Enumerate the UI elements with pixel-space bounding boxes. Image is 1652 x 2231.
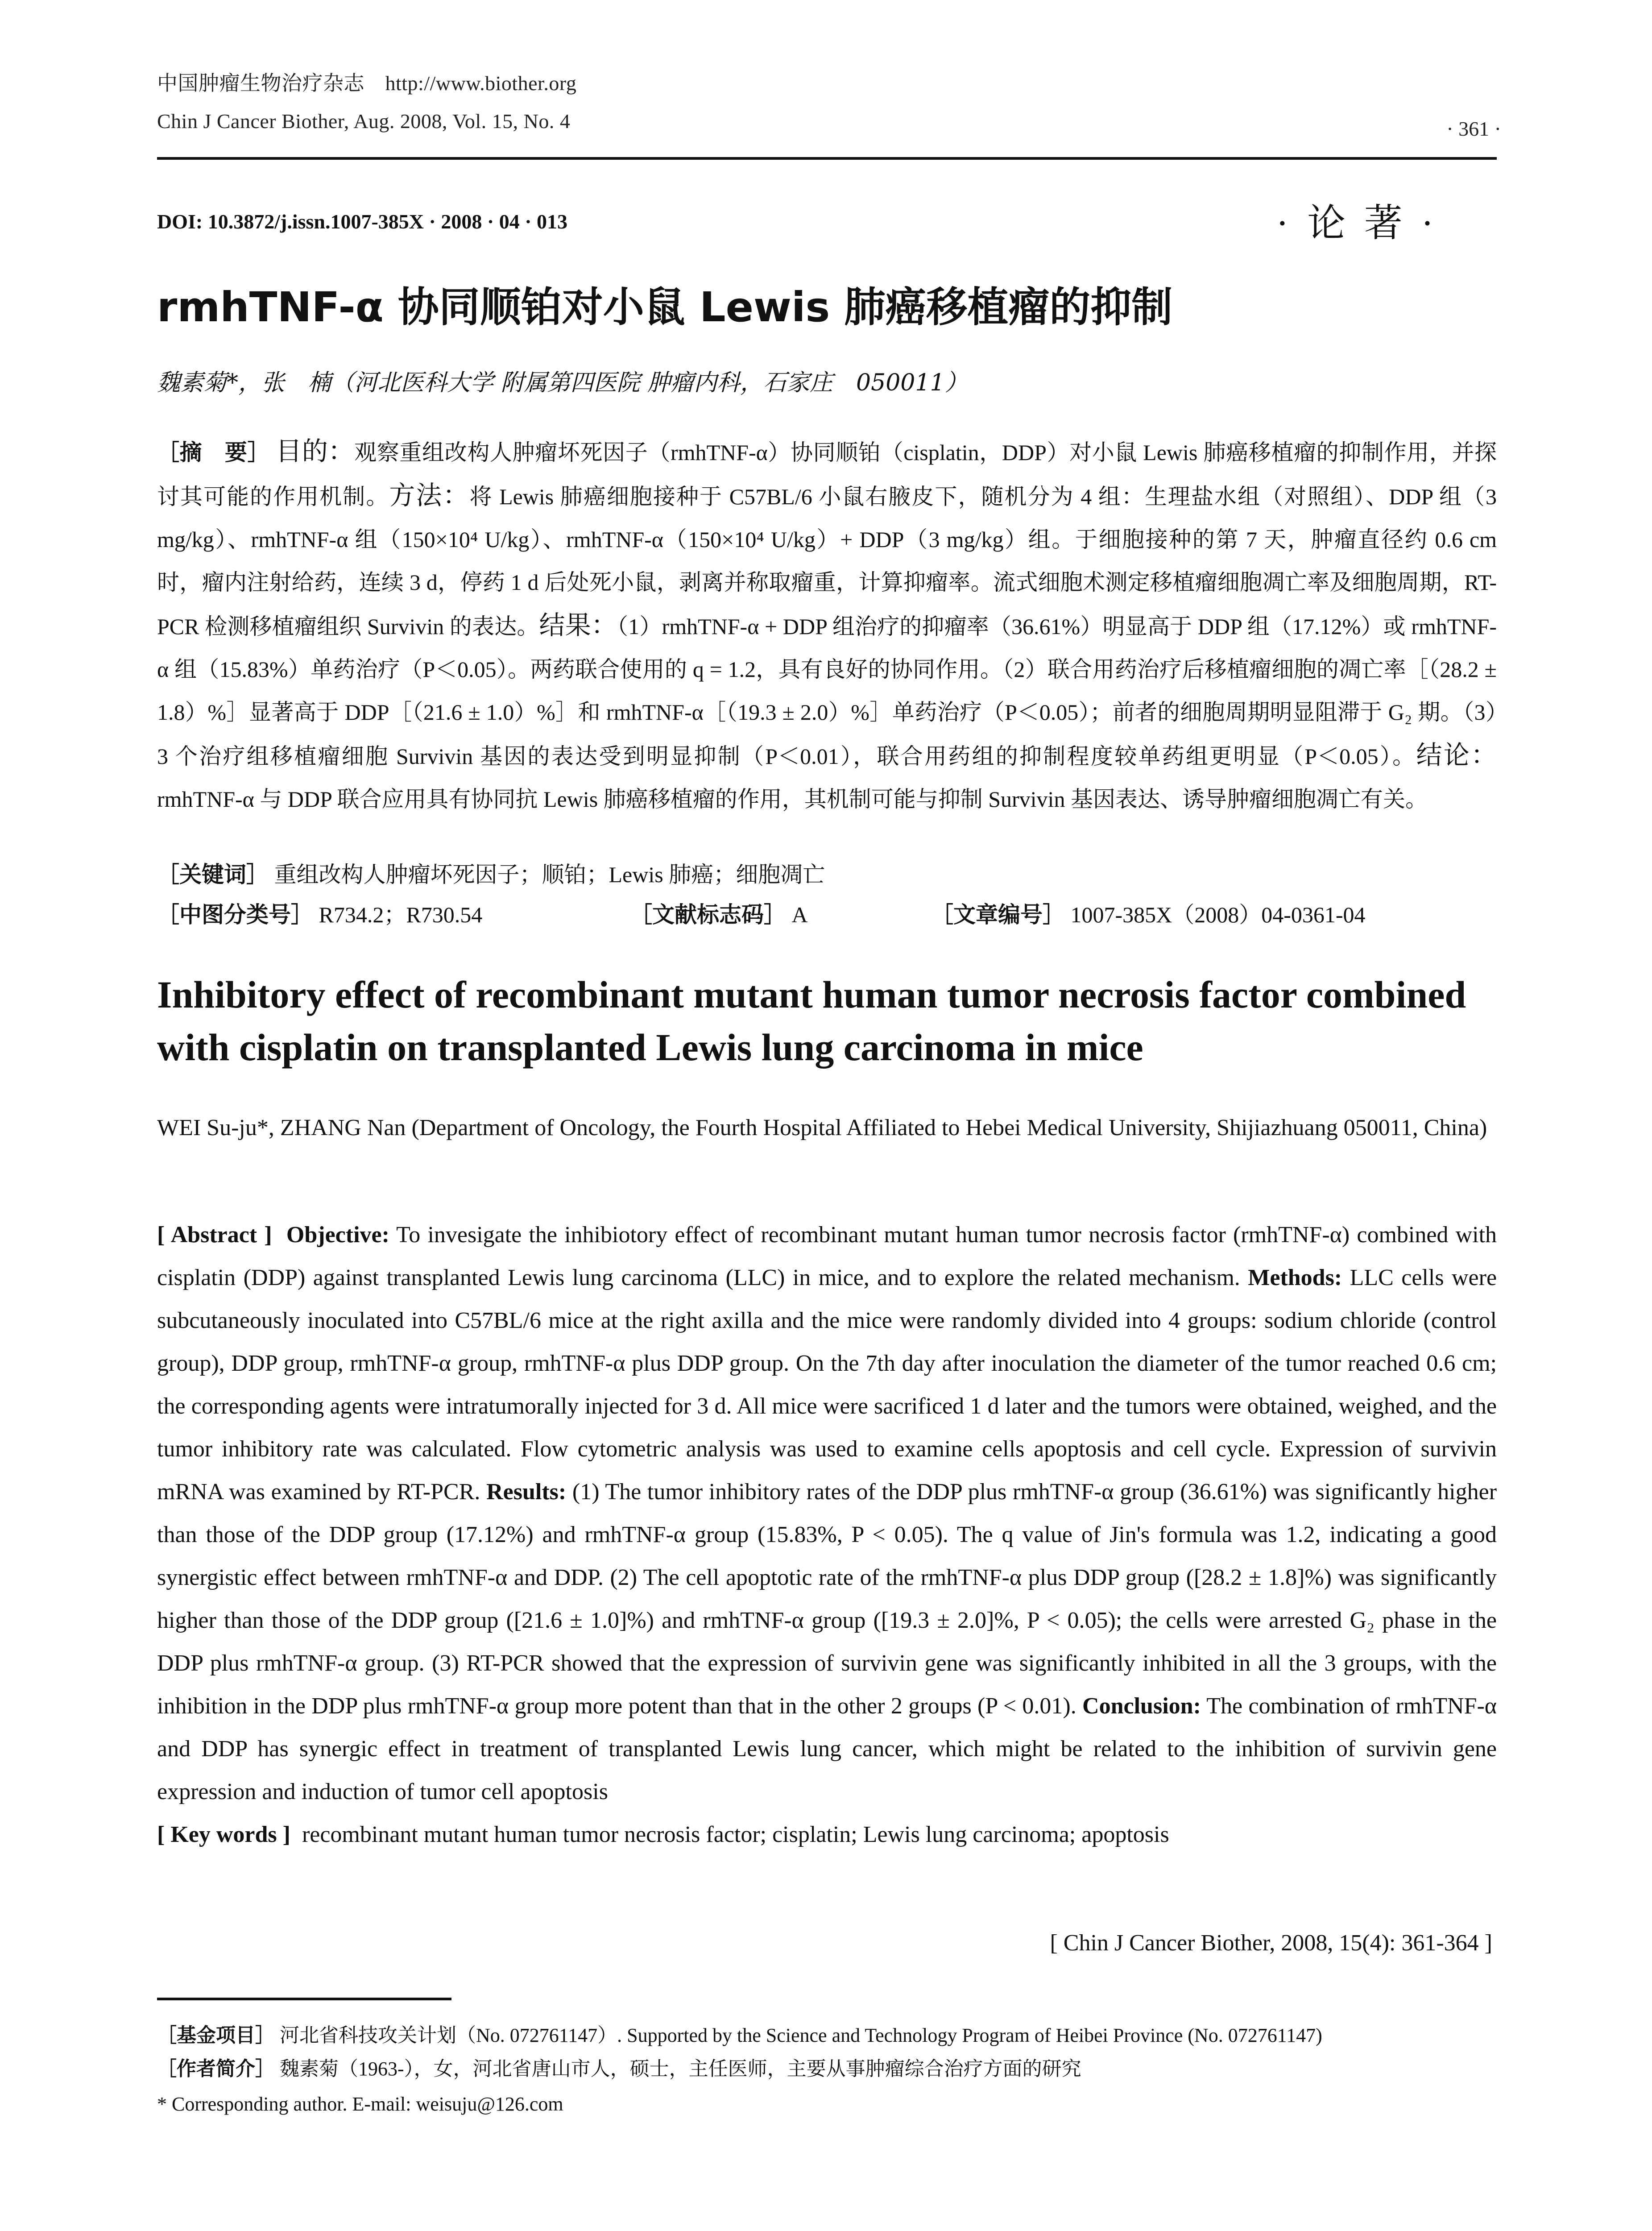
clc-value: R734.2；R730.54: [319, 902, 483, 927]
keywords-en-value: recombinant mutant human tumor necrosis factor; cisplatin; Lewis lung carcinoma; apoptosis: [302, 1822, 1169, 1847]
results-en: (1) The tumor inhibitory rates of the DDP plus rmhTNF-α group (36.61%) was significantly higher than those of the DDP group (17.12%) and rmhTNF-α group (15.83%, P < 0.05). The q value of Jin's formula was 1.2, indicating a good synergistic effect between rmhTNF-α and DDP. (2) The cell apoptotic rate of the rmhTNF-α plus DDP group ([28.2 ± 1.8]%) was significantly higher than those of the DDP group ([21.6 ± 1.0]%) and rmhTNF-α group ([19.3 ± 2.0]%, P < 0.05); the cells were arrested G₂ phase in the DDP plus rmhTNF-α group. (3) RT-PCR showed that the expression of survivin gene was significantly inhibited in all the 3 groups, with the inhibition in the DDP plus rmhTNF-α group more potent than that in the other 2 groups (P < 0.01).: [157, 1479, 1497, 1719]
abstract-en: [157, 1214, 1497, 1856]
journal-citation-header: Chin J Cancer Biother, Aug. 2008, Vol. 15, No. 4: [157, 110, 571, 133]
header-rule: [157, 157, 1497, 160]
footnote-rule: [157, 1998, 451, 2000]
funding-text: 河北省科技攻关计划（No. 072761147）. Supported by the Science and Technology Program of Heibei Province (No. 072761147): [280, 2024, 1322, 2046]
citation: [ Chin J Cancer Biother, 2008, 15(4): 361-364 ]: [1050, 1930, 1492, 1956]
conclusion-cn: rmhTNF-α 与 DDP 联合应用具有协同抗 Lewis 肺癌移植瘤的作用，其机制可能与抑制 Survivin 基因表达、诱导肿瘤细胞凋亡有关。: [157, 787, 1428, 812]
title-en: Inhibitory effect of recombinant mutant human tumor necrosis factor combined with cisplatin on transplanted Lewis lung carcinoma in mice: [157, 973, 1466, 1069]
objective-cn-label: 目的：: [276, 436, 355, 466]
conclusion-en-label: Conclusion:: [1082, 1693, 1201, 1719]
conclusion-cn-label: 结论：: [1416, 740, 1497, 770]
methods-cn-label: 方法：: [389, 480, 470, 510]
methods-cn: 将 Lewis 肺癌细胞接种于 C57BL/6 小鼠右腋皮下，随机分为 4 组：生理盐水组（对照组）、DDP 组（3 mg/kg）、rmhTNF-α 组（150×10⁴ U/kg）、rmhTNF-α（150×10⁴ U/kg）+ DDP（3 mg/kg）组。于细胞接种的第 7 天，肿瘤直径约 0.6 cm 时，瘤内注射给药，连续 3 d，停药 1 d 后处死小鼠，剥离并称取瘤重，计算抑瘤率。流式细胞术测定移植瘤细胞凋亡率及细胞周期，RT-PCR 检测移植瘤组织 Survivin 的表达。: [157, 484, 1497, 639]
methods-en: LLC cells were subcutaneously inoculated into C57BL/6 mice at the right axilla and the mice were randomly divided into 4 groups: sodium chloride (control group), DDP group, rmhTNF-α group, rmhTNF-α plus DDP group. On the 7th day after inoculation the diameter of the tumor reached 0.6 cm; the corresponding agents were intratumorally injected for 3 d. All mice were sacrificed 1 d later and the tumors were obtained, weighed, and the tumor inhibitory rate was calculated. Flow cytometric analysis was used to examine cells apoptosis and cell cycle. Expression of survivin mRNA was examined by RT-PCR.: [157, 1265, 1497, 1505]
keywords-en-label: [ Key words ]: [157, 1822, 290, 1847]
objective-en: To invesigate the inhibiotory effect of recombinant mutant human tumor necrosis factor (rmhTNF-α) combined with cisplatin (DDP) against transplanted Lewis lung carcinoma (LLC) in mice, and to explore the related mechanism.: [157, 1222, 1497, 1290]
authors-cn: 魏素菊*，张 楠（河北医科大学 附属第四医院 肿瘤内科，石家庄 050011）: [157, 369, 968, 396]
article-no-label: ［文章编号］: [931, 902, 1065, 928]
corresponding-author-note: * Corresponding author. E-mail: weisuju@126.com: [157, 2093, 563, 2115]
article-no-value: 1007-385X（2008）04-0361-04: [1070, 902, 1366, 927]
results-cn: （1）rmhTNF-α + DDP 组治疗的抑瘤率（36.61%）明显高于 DDP 组（17.12%）或 rmhTNF-α 组（15.83%）单药治疗（P＜0.05）。两药联合使用的 q = 1.2，具有良好的协同作用。（2）联合用药治疗后移植瘤细胞的凋亡率［（28.2 ± 1.8）%］显著高于 DDP［（21.6 ± 1.0）%］和 rmhTNF-α［（19.3 ± 2.0）%］单药治疗（P＜0.05）；前者的细胞周期明显阻滞于 G₂ 期。（3）3 个治疗组移植瘤细胞 Survivin 基因的表达受到明显抑制（P＜0.01），联合用药组的抑制程度较单药组更明显（P＜0.05）。: [157, 614, 1497, 769]
page-number: · 361 ·: [1446, 117, 1501, 140]
doi: DOI: 10.3872/j.issn.1007-385X · 2008 · 04 · 013: [157, 210, 568, 233]
title-cn: rmhTNF-α 协同顺铂对小鼠 Lewis 肺癌移植瘤的抑制: [157, 283, 1173, 331]
objective-cn: 观察重组改构人肿瘤坏死因子（rmhTNF-α）协同顺铂（cisplatin，DDP）对小鼠 Lewis 肺癌移植瘤的抑制作用，并探讨其可能的作用机制。: [157, 440, 1497, 509]
results-en-label: Results:: [486, 1479, 567, 1505]
abstract-cn: [157, 430, 1497, 821]
author-intro-text: 魏素菊（1963-），女，河北省唐山市人，硕士，主任医师，主要从事肿瘤综合治疗方面的研究: [280, 2058, 1081, 2080]
abstract-cn-label: ［摘 要］: [157, 440, 270, 465]
funding-note: [157, 2019, 1322, 2048]
author-intro-note: [157, 2053, 1081, 2081]
clc-label: ［中图分类号］: [157, 902, 313, 928]
objective-en-label: Objective:: [286, 1222, 389, 1248]
journal-name-cn: 中国肿瘤生物治疗杂志 http://www.biother.org: [157, 72, 577, 95]
abstract-en-label: [ Abstract ]: [157, 1222, 272, 1248]
results-cn-label: 结果：: [539, 610, 617, 640]
authors-en: WEI Su-ju*, ZHANG Nan (Department of Oncology, the Fourth Hospital Affiliated to Hebei Medical University, Shijiazhuang 050011, China): [157, 1115, 1487, 1140]
doc-code-label: ［文献标志码］: [630, 902, 786, 928]
methods-en-label: Methods:: [1248, 1265, 1342, 1290]
keywords-cn-value: 重组改构人肿瘤坏死因子；顺铂；Lewis 肺癌；细胞凋亡: [274, 862, 825, 887]
conclusion-en: The combination of rmhTNF-α and DDP has synergic effect in treatment of transplanted Lewis lung cancer, which might be related to the inhibition of survivin gene expression and induction of tumor cell apoptosis: [157, 1693, 1497, 1804]
doc-code-value: A: [791, 902, 808, 927]
author-intro-label: ［作者简介］: [157, 2057, 275, 2080]
keywords-cn-label: ［关键词］: [157, 862, 269, 887]
keywords-cn: [157, 857, 825, 889]
section-tag: · 论 著 ·: [1276, 202, 1438, 245]
funding-label: ［基金项目］: [157, 2024, 275, 2047]
